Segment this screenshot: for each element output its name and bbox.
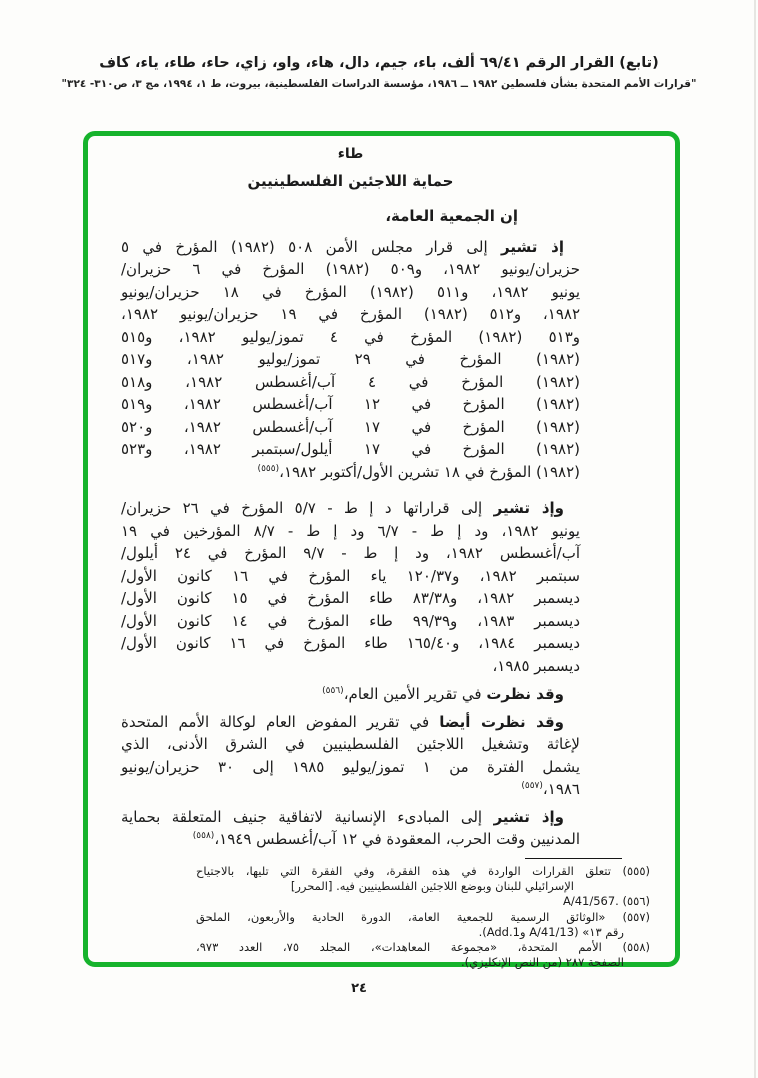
text-line: حزيران/يونيو ١٩٨٢، و٥٠٩ (١٩٨٢) المؤرخ في ٦ حزيران/	[121, 260, 580, 278]
text-line: الصفحة ٢٨٧ (من النص الإنكليزي).	[461, 955, 624, 970]
text-line: وقد نظرت أيضا في تقرير المفوض العام لوكالة الأمم المتحدة	[121, 712, 564, 731]
paragraph	[121, 497, 580, 677]
text-line: (٥٥٧) «الوثائق الرسمية للجمعية العامة، الدورة الحادية والأربعون، الملحق	[196, 909, 650, 924]
footnote	[196, 940, 650, 970]
page-scan-edge	[754, 0, 756, 1078]
text-line: ديسمبر ١٩٨٣، و٩٩/٣٩ طاء المؤرخ في ١٤ كانون الأول/	[121, 611, 580, 630]
text-line: و٥١٣ (١٩٨٢) المؤرخ في ٤ تموز/يوليو ١٩٨٢، و٥١٥	[121, 327, 581, 346]
text-line: إذ تشير إلى قرار مجلس الأمن ٥٠٨ (١٩٨٢) المؤرخ في ٥	[121, 237, 564, 256]
text-line: (٥٥٥) تتعلق القرارات الواردة في هذه الفقرة، وفي الفقرة التي تليها، بالاجتياح	[196, 864, 650, 878]
footnote-reference: (٥٥٨)	[192, 831, 215, 841]
footnote	[196, 910, 650, 940]
document-title: حماية اللاجئين الفلسطينيين	[247, 172, 454, 190]
footnote-reference: (٥٥٧)	[521, 781, 543, 791]
text-line: وإذ تشير إلى المبادىء الإنسانية لاتفاقية جنيف المتعلقة بحماية	[121, 807, 564, 826]
text-line: ١٩٨٢، و٥١٢ (١٩٨٢) المؤرخ في ١٩ حزيران/يونيو ١٩٨٢،	[121, 305, 581, 323]
text-line: (١٩٨٢) المؤرخ في ١٨ تشرين الأول/أكتوبر ١٩٨٢،$^{(٥٥٥)}$	[257, 462, 580, 481]
text-line: (١٩٨٢) المؤرخ في ١٧ أيلول/سبتمبر ١٩٨٢، و٥٢٣	[121, 440, 580, 458]
footnote-reference: (٥٥٥)	[257, 463, 280, 474]
page-header	[0, 52, 758, 92]
text-line: ديسمبر ١٩٨٢، و٨٣/٣٨ طاء المؤرخ في ١٥ كانون الأول/	[121, 589, 580, 607]
text-line: آب/أغسطس ١٩٨٢، ود إ ط - ٩/٧ المؤرخ في ٢٤ أيلول/	[121, 544, 580, 562]
text-line: يشمل الفترة من ١ تموز/يوليو ١٩٨٥ إلى ٣٠ حزيران/يونيو	[121, 757, 580, 776]
text-line: (١٩٨٢) المؤرخ في ١٧ آب/أغسطس ١٩٨٢، و٥٢٠	[121, 417, 580, 436]
document-frame	[83, 131, 680, 970]
text-line: سبتمبر ١٩٨٢، و١٢٠/٣٧ ياء المؤرخ في ١٦ كانون الأول/	[121, 566, 580, 585]
text-line: ديسمبر ١٩٨٥،	[492, 656, 580, 675]
text-line: لإغاثة وتشغيل اللاجئين الفلسطينيين في الشرق الأدنى، الذي	[121, 735, 580, 753]
resolution-header-title: (تابع) القرار الرقم ٦٩/٤١ ألف، باء، جيم، دال، هاء، واو، زاي، حاء، طاء، ياء، كاف	[99, 55, 659, 71]
text-line: (٥٥٨) الأمم المتحدة، «مجموعة المعاهدات»، المجلد ٧٥، العدد ٩٧٣،	[196, 940, 650, 955]
paragraph	[121, 205, 580, 228]
text-line: (١٩٨٢) المؤرخ في ١٢ آب/أغسطس ١٩٨٢، و٥١٩	[121, 395, 580, 413]
text-line: ديسمبر ١٩٨٤، و١٦٥/٤٠ طاء المؤرخ في ١٦ كانون الأول/	[121, 634, 581, 652]
footnote	[196, 864, 650, 894]
text-line: (١٩٨٢) المؤرخ في ٤ آب/أغسطس ١٩٨٢، و٥١٨	[121, 372, 580, 391]
text-line: رقم ١٣» (A/41/13 وAdd.1).	[478, 924, 624, 939]
text-line: ١٩٨٦،$^{(٥٥٧)}$	[521, 780, 580, 798]
text-line: وقد نظرت في تقرير الأمين العام،$^{(٥٥٦)}$	[322, 685, 564, 703]
text-line: يونيو ١٩٨٢، ود إ ط - ٦/٧ ود إ ط - ٨/٧ المؤرخين في ١٩	[121, 521, 580, 540]
footnote-reference: (٥٥٦)	[322, 686, 344, 696]
footnotes-list	[196, 864, 650, 970]
paragraph	[121, 683, 580, 706]
paragraph	[121, 711, 580, 801]
text-line: (١٩٨٢) المؤرخ في ٢٩ تموز/يوليو ١٩٨٢، و٥١٧	[121, 350, 580, 368]
text-line: الإسرائيلي للبنان وبوضع اللاجئين الفلسطينيين فيه. [المحرر]	[290, 879, 574, 894]
section-letter: طاء	[337, 146, 364, 162]
text-line: المدنيين وقت الحرب، المعقودة في ١٢ آب/أغسطس ١٩٤٩،$^{(٥٥٨)}$	[192, 830, 580, 848]
page-number: ٢٤	[351, 981, 367, 996]
footnote-separator	[525, 858, 622, 860]
text-line: يونيو ١٩٨٢، و٥١١ (١٩٨٢) المؤرخ في ١٨ حزيران/يونيو	[121, 282, 580, 301]
text-line: إن الجمعية العامة،	[385, 207, 518, 225]
footnote	[196, 894, 650, 909]
text-line: وإذ تشير إلى قراراتها د إ ط - ٥/٧ المؤرخ في ٢٦ حزيران/	[121, 499, 564, 517]
text-line: (٥٥٦) ‎A/41/567.‎	[562, 894, 650, 909]
paragraph	[121, 806, 580, 851]
source-citation: "قرارات الأمم المتحدة بشأن فلسطين ١٩٨٢ ــ ١٩٨٦، مؤسسة الدراسات الفلسطينية، بيروت، ط ١، ١٩٩٤، مج ٣، ص٣١٠- ٣٢٤"	[61, 78, 697, 90]
footnotes-block	[121, 858, 650, 971]
document-body	[121, 205, 580, 851]
paragraph	[121, 236, 580, 484]
